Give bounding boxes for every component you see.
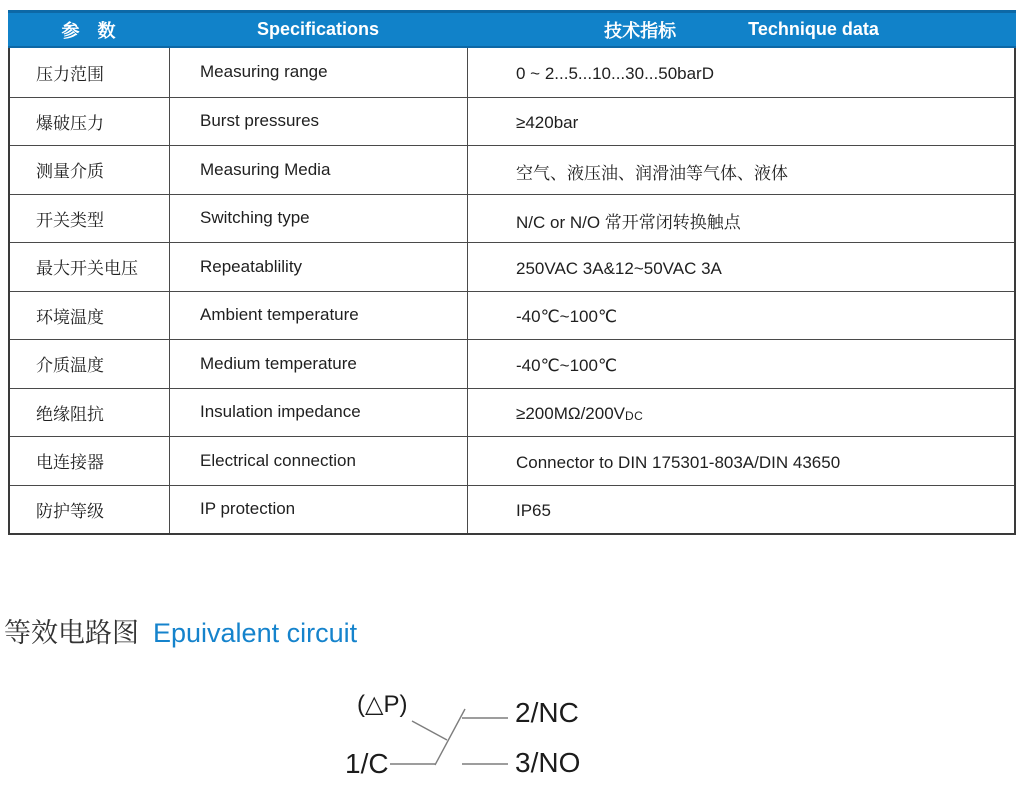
pressure-input-label: (△P) [357,691,408,718]
table-row [10,388,1014,437]
row-label-cn: 最大开关电压 [36,259,138,279]
table-row [10,48,1014,97]
table-row [10,339,1014,388]
header-technique-data-en: Technique data [748,19,879,39]
table-row [10,291,1014,340]
row-label-cn: 防护等级 [36,501,104,521]
table-row [10,485,1014,534]
heading-cn: 等效电路图 [4,618,139,648]
row-value: -40℃~100℃ [467,292,1014,340]
table-row [10,145,1014,194]
specification-table [8,10,1016,535]
row-label-cn: 开关类型 [36,210,104,230]
nc-terminal-label: 2/NC [515,697,579,728]
row-value: N/C or N/O 常开常闭转换触点 [467,195,1014,243]
heading-en: Epuivalent circuit [153,618,358,648]
table-row [10,242,1014,291]
equivalent-circuit-heading [4,611,357,650]
row-label-en: Switching type [169,195,467,243]
row-label-en: Burst pressures [169,98,467,146]
row-value-small-suffix: DC [625,408,644,423]
header-parameters: 参 数 [61,20,116,41]
header-technical-index-cn: 技术指标 [604,20,677,41]
row-label-en: Measuring range [169,48,467,97]
header-technique-data-group [467,17,1016,43]
row-label-cn: 绝缘阻抗 [36,404,104,424]
row-value: Connector to DIN 175301-803A/DIN 43650 [467,437,1014,485]
row-label-cn: 环境温度 [36,307,104,327]
row-label-en: Insulation impedance [169,389,467,437]
row-value: -40℃~100℃ [467,340,1014,388]
row-label-cn: 介质温度 [36,356,104,376]
row-label-en: IP protection [169,486,467,534]
row-label-cn: 电连接器 [36,453,104,473]
row-value: IP65 [467,486,1014,534]
row-label-en: Medium temperature [169,340,467,388]
table-row [10,97,1014,146]
equivalent-circuit-diagram [335,680,615,789]
table-row [10,436,1014,485]
row-label-en: Electrical connection [169,437,467,485]
common-terminal-label: 1/C [345,748,389,779]
row-value: ≥200MΩ/200V DC [467,389,1014,437]
table-body [8,48,1016,535]
row-value: 空气、液压油、润滑油等气体、液体 [467,146,1014,194]
row-label-en: Ambient temperature [169,292,467,340]
row-value: 250VAC 3A&12~50VAC 3A [467,243,1014,291]
no-terminal-label: 3/NO [515,747,581,778]
row-label-en: Measuring Media [169,146,467,194]
header-specifications: Specifications [256,19,380,39]
table-header-row [8,10,1016,48]
row-label-en: Repeatablility [169,243,467,291]
row-value: ≥420bar [467,98,1014,146]
row-label-cn: 压力范围 [36,64,104,84]
row-label-cn: 测量介质 [36,162,104,182]
row-label-cn: 爆破压力 [36,113,104,133]
row-value: 0 ~ 2...5...10...30...50barD [467,48,1014,97]
table-row [10,194,1014,243]
